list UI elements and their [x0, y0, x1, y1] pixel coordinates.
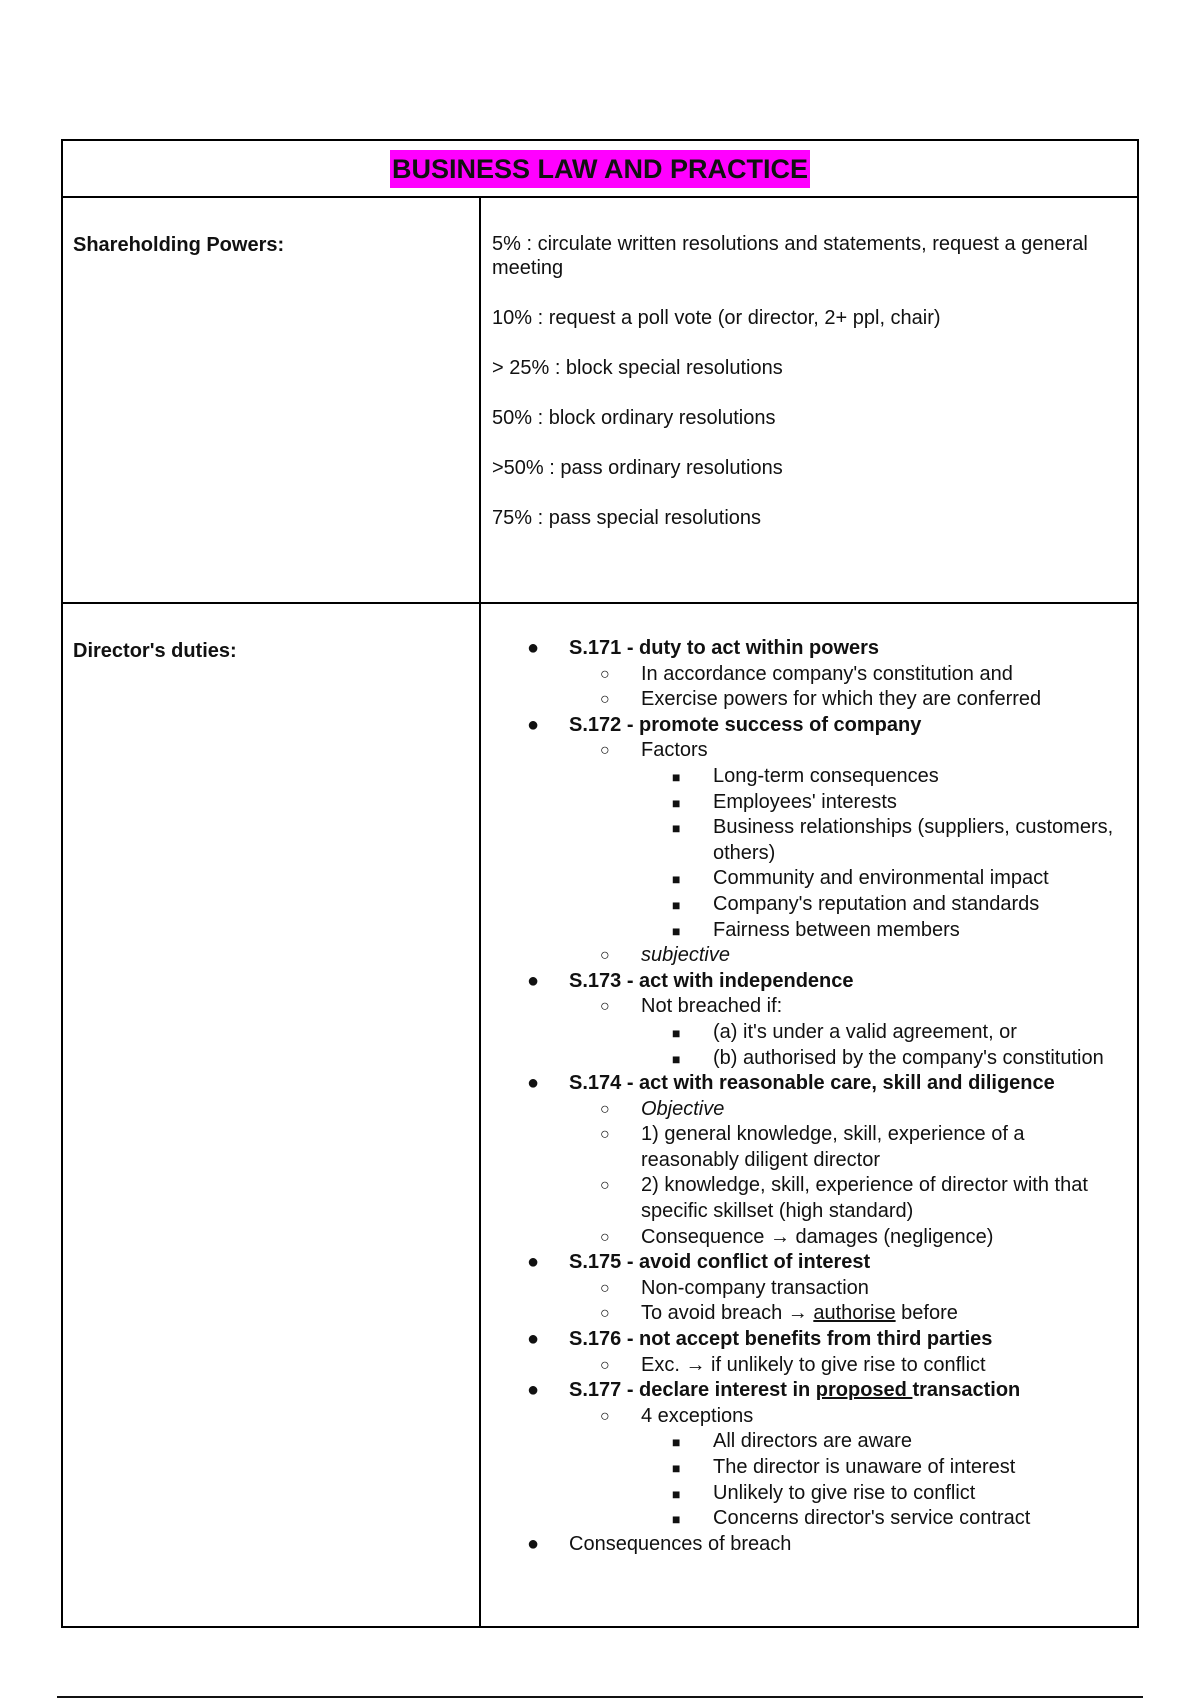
disc-bullet-icon: ● [527, 1379, 540, 1402]
circle-bullet-icon: ○ [600, 1407, 610, 1425]
circle-bullet-icon: ○ [600, 1126, 610, 1144]
duties-label: Director's duties: [73, 640, 237, 662]
footer-divider [57, 1696, 1143, 1698]
disc-bullet-icon: ● [527, 1072, 540, 1095]
disc-bullet-icon: ● [527, 1328, 540, 1351]
circle-bullet-icon: ○ [600, 998, 610, 1016]
power-item: >50% : pass ordinary resolutions [492, 457, 783, 479]
page-title: BUSINESS LAW AND PRACTICE [390, 150, 810, 188]
disc-bullet-icon: ● [527, 637, 540, 659]
power-item: 5% : circulate written resolutions and statements, request a general meeting [492, 233, 1088, 279]
factor-item: ■ Long-term consequences [481, 764, 1117, 790]
disc-bullet-icon: ● [527, 713, 540, 736]
shareholding-powers-cell [480, 197, 1138, 603]
duty-heading: S.174 - act with reasonable care, skill and diligence [569, 1072, 1055, 1095]
power-item: 50% : block ordinary resolutions [492, 407, 776, 429]
square-bullet-icon: ■ [672, 922, 681, 939]
power-item: 75% : pass special resolutions [492, 507, 762, 529]
sub-item: ○ In accordance company's constitution and [481, 662, 1117, 688]
circle-bullet-icon: ○ [600, 742, 610, 760]
sub-item: ○ Objective [481, 1097, 1117, 1123]
exception-item: ■ Concerns director's service contract [481, 1506, 1117, 1532]
duty-item [481, 713, 1117, 969]
duty-heading: S.173 - act with independence [569, 969, 854, 992]
duty-item [481, 969, 1117, 1071]
sub-item: ○ 2) knowledge, skill, experience of director with that specific skillset (high standard) [600, 1174, 1088, 1223]
notes-table [61, 139, 1139, 1628]
sub-item: ○ Factors ■ Long-term consequences ■ Employees' interests ■ Business relationships (suppliers, customers, others) ■ Community and environmental impact ■ Company's reputation and standards ■ Fairness between members [481, 738, 1117, 943]
disc-bullet-icon: ● [527, 1532, 540, 1555]
factor-item: ■ Fairness between members [481, 918, 1117, 944]
power-item: > 25% : block special resolutions [492, 357, 783, 379]
duty-heading: S.175 - avoid conflict of interest [569, 1251, 871, 1274]
square-bullet-icon: ■ [672, 1485, 681, 1502]
disc-bullet-icon: ● [527, 969, 540, 992]
duties-label-cell [62, 603, 480, 1627]
condition-item: ■ (a) it's under a valid agreement, or [481, 1020, 1117, 1046]
factor-item: ■ Employees' interests [481, 790, 1117, 816]
square-bullet-icon: ■ [672, 1050, 681, 1067]
shareholding-label: Shareholding Powers: [73, 234, 285, 256]
circle-bullet-icon: ○ [600, 691, 610, 709]
factor-item: ■ Company's reputation and standards [481, 892, 1117, 918]
sub-item: ○ Exc. → if unlikely to give rise to conflict [481, 1353, 1117, 1379]
factor-item: ■ Community and environmental impact [481, 866, 1117, 892]
title-cell [62, 140, 1138, 197]
duty-item [481, 1378, 1117, 1532]
exception-item: ■ All directors are aware [481, 1429, 1117, 1455]
power-item: 10% : request a poll vote (or director, 2+ ppl, chair) [492, 307, 941, 329]
square-bullet-icon: ■ [672, 794, 681, 811]
sub-item: ○ Non-company transaction [481, 1276, 1117, 1302]
square-bullet-icon: ■ [672, 1434, 681, 1451]
consequences-text: Consequences of breach [569, 1532, 792, 1555]
square-bullet-icon: ■ [672, 1511, 681, 1528]
duty-item [481, 1327, 1117, 1378]
circle-bullet-icon: ○ [600, 1177, 610, 1195]
circle-bullet-icon: ○ [600, 1279, 610, 1297]
square-bullet-icon: ■ [672, 896, 681, 913]
square-bullet-icon: ■ [672, 1024, 681, 1041]
duty-heading: S.172 - promote success of company [569, 713, 922, 736]
circle-bullet-icon: ○ [600, 1100, 610, 1118]
duties-cell [480, 603, 1138, 1627]
duty-item [481, 1532, 1117, 1558]
sub-item: ○ Not breached if: ■ (a) it's under a valid agreement, or ■ (b) authorised by the company's constitution [481, 994, 1117, 1071]
circle-bullet-icon: ○ [600, 1356, 610, 1374]
square-bullet-icon: ■ [672, 768, 681, 785]
square-bullet-icon: ■ [672, 1460, 681, 1476]
shareholding-label-cell [62, 197, 480, 603]
disc-bullet-icon: ● [527, 1251, 540, 1274]
circle-bullet-icon: ○ [600, 1228, 610, 1246]
circle-bullet-icon: ○ [600, 665, 610, 683]
duty-item [481, 1250, 1117, 1327]
duty-heading: S.177 - declare interest in proposed transaction [569, 1379, 1021, 1402]
sub-item: ○ 1) general knowledge, skill, experience of a reasonably diligent director [600, 1123, 1025, 1171]
exception-item: ■ Unlikely to give rise to conflict [481, 1481, 1117, 1507]
duties-list [481, 636, 1117, 1557]
duty-heading: S.176 - not accept benefits from third parties [569, 1328, 993, 1351]
sub-item: ○ Consequence → damages (negligence) [481, 1225, 1117, 1251]
condition-item: ■ (b) authorised by the company's constitution [481, 1046, 1117, 1072]
exception-item: ■ The director is unaware of interest [481, 1455, 1117, 1481]
circle-bullet-icon: ○ [600, 1305, 610, 1323]
square-bullet-icon: ■ [672, 820, 681, 837]
sub-item: ○ To avoid breach → authorise before [481, 1301, 1117, 1327]
duty-item [481, 636, 1117, 713]
circle-bullet-icon: ○ [600, 947, 610, 965]
duty-item [481, 1071, 1117, 1250]
sub-item: ○ Exercise powers for which they are conferred [481, 687, 1117, 713]
sub-item: ○ 4 exceptions ■ All directors are aware ■ The director is unaware of interest ■ Unlikely to give rise to conflict ■ Concerns director's service contract [481, 1404, 1117, 1532]
square-bullet-icon: ■ [672, 871, 681, 888]
factor-item: ■ Business relationships (suppliers, customers, others) [672, 816, 1114, 864]
duty-heading: S.171 - duty to act within powers [569, 637, 880, 659]
sub-item: ○ subjective [481, 943, 1117, 969]
